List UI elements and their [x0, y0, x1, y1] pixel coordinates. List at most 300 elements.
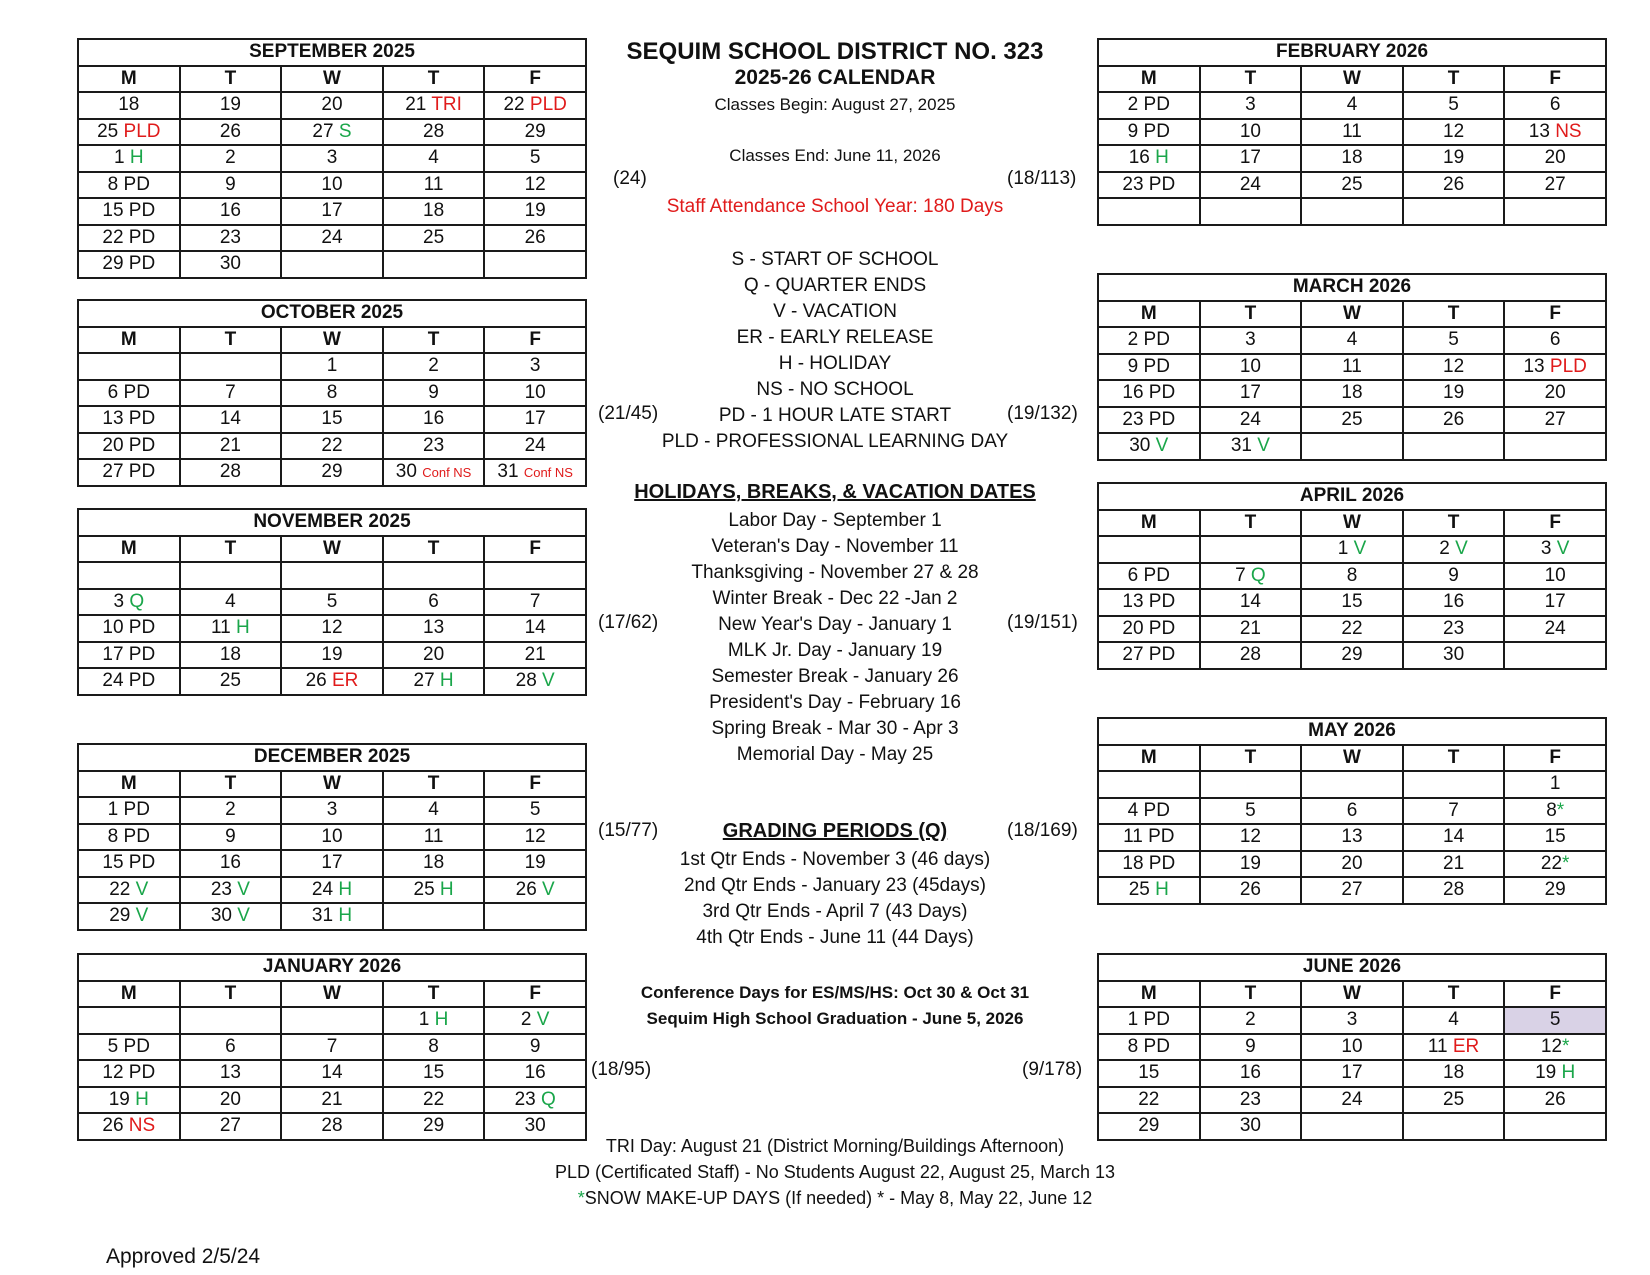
staff-attendance: Staff Attendance School Year: 180 Days	[666, 196, 1004, 217]
weekday-header: T	[1403, 66, 1505, 93]
day-number: 1	[326, 355, 338, 377]
day-number: 18	[1341, 382, 1363, 404]
day-number: 6	[1549, 94, 1561, 116]
day-number: 27	[1544, 173, 1566, 195]
day-cell	[180, 877, 282, 904]
day-cell	[484, 433, 586, 460]
day-number: 27	[219, 1115, 241, 1137]
day-cell	[180, 903, 282, 930]
day-marker: H	[135, 1088, 149, 1110]
day-cell	[1200, 327, 1302, 354]
weekday-header: F	[1504, 510, 1606, 537]
day-cell	[1301, 145, 1403, 172]
day-cell	[78, 615, 180, 642]
day-number: 26	[1443, 173, 1465, 195]
day-number: 29	[423, 1115, 445, 1137]
pld-note: PLD (Certificated Staff) - No Students August 22, August 25, March 13	[555, 1162, 1115, 1182]
day-number: 10	[1544, 564, 1566, 586]
day-cell	[1403, 1060, 1505, 1087]
count-january: (18/95)	[591, 1059, 652, 1080]
day-cell	[281, 406, 383, 433]
day-cell	[1301, 798, 1403, 825]
day-cell	[1504, 877, 1606, 904]
day-number: 18	[118, 94, 140, 116]
day-number: 29 PD	[102, 253, 156, 275]
count-may: (18/169)	[1007, 820, 1078, 841]
day-marker: V	[1257, 435, 1270, 457]
day-cell	[281, 1034, 383, 1061]
day-number: 10	[1341, 1035, 1363, 1057]
week-row	[1098, 119, 1606, 146]
week-row	[1098, 877, 1606, 904]
day-number: 22	[503, 94, 525, 116]
day-cell	[1504, 92, 1606, 119]
week-row	[78, 353, 586, 380]
day-cell	[281, 1087, 383, 1114]
day-cell	[78, 668, 180, 695]
day-cell	[78, 877, 180, 904]
day-number: 7	[529, 590, 541, 612]
day-number: 29	[109, 905, 131, 927]
day-number: 21	[405, 94, 427, 116]
day-cell	[78, 225, 180, 252]
weekday-header: F	[484, 536, 586, 563]
day-cell	[1403, 616, 1505, 643]
weekday-header: M	[1098, 301, 1200, 328]
day-cell	[1504, 327, 1606, 354]
day-number: 6 PD	[1127, 564, 1170, 586]
day-number: 23 PD	[1122, 173, 1176, 195]
day-number: 5	[326, 590, 338, 612]
week-row	[78, 92, 586, 119]
day-cell	[1301, 92, 1403, 119]
day-number: 5	[1245, 799, 1256, 821]
day-number: 8	[1546, 799, 1557, 821]
day-cell	[383, 406, 485, 433]
day-cell	[1504, 563, 1606, 590]
day-number: 4	[225, 590, 236, 612]
day-number: 19	[108, 1088, 130, 1110]
day-cell	[484, 459, 586, 486]
month-title: MAY 2026	[1098, 718, 1606, 745]
day-cell	[1200, 771, 1302, 798]
day-number: 16 PD	[1122, 382, 1176, 404]
day-number: 25	[1128, 879, 1150, 901]
month-title: JANUARY 2026	[78, 954, 586, 981]
weekday-header: T	[383, 66, 485, 93]
day-number: 16	[1239, 1062, 1261, 1084]
day-number: 31	[1230, 435, 1252, 457]
day-cell	[281, 119, 383, 146]
day-number: 20	[1341, 852, 1363, 874]
day-cell	[1200, 198, 1302, 225]
day-cell	[1301, 172, 1403, 199]
day-number: 11	[1427, 1035, 1448, 1057]
month-february-2026	[1097, 38, 1607, 226]
day-number: 30	[524, 1115, 546, 1137]
day-number: 13 PD	[1122, 591, 1176, 613]
holiday-item: New Year's Day - January 1	[718, 614, 952, 635]
day-number: 27	[1341, 879, 1363, 901]
weekday-header: W	[1301, 510, 1403, 537]
day-cell	[180, 225, 282, 252]
legend-item: NS - NO SCHOOL	[756, 379, 914, 400]
month-june-2026	[1097, 953, 1607, 1141]
legend-item: V - VACATION	[773, 301, 897, 322]
day-cell	[1504, 119, 1606, 146]
day-number: 21	[1443, 852, 1465, 874]
snow-days-note	[480, 1188, 1190, 1209]
day-number: 18 PD	[1122, 852, 1176, 874]
day-marker: Q	[541, 1088, 556, 1110]
day-number: 4	[428, 147, 439, 169]
day-cell	[1200, 824, 1302, 851]
legend-item: Q - QUARTER ENDS	[743, 275, 927, 296]
day-cell	[281, 251, 383, 278]
day-number: 10 PD	[102, 617, 156, 639]
day-number: 18	[1443, 1062, 1465, 1084]
day-cell	[1200, 1034, 1302, 1061]
week-row	[78, 668, 586, 695]
legend-item: S - START OF SCHOOL	[731, 249, 939, 270]
day-cell	[1098, 824, 1200, 851]
day-number: 15	[1138, 1062, 1160, 1084]
day-number: 1	[114, 147, 125, 169]
day-cell	[1301, 1007, 1403, 1034]
day-number: 25	[423, 226, 445, 248]
day-cell	[1098, 589, 1200, 616]
day-number: 23	[423, 434, 445, 456]
weekday-header: W	[281, 536, 383, 563]
day-marker: H	[129, 147, 144, 169]
day-number: 3	[326, 799, 338, 821]
grading-item: 4th Qtr Ends - June 11 (44 Days)	[696, 927, 974, 948]
legend-item: H - HOLIDAY	[778, 353, 892, 374]
day-cell	[383, 1007, 485, 1034]
month-march-2026	[1097, 273, 1607, 461]
day-cell	[281, 459, 383, 486]
day-number: 15	[423, 1062, 445, 1084]
day-number: 30	[210, 905, 232, 927]
day-number: 13	[1523, 355, 1545, 377]
day-number: 23	[514, 1088, 536, 1110]
day-cell	[1098, 1060, 1200, 1087]
day-number: 10	[321, 173, 343, 195]
day-cell	[78, 824, 180, 851]
day-number: 15	[1341, 591, 1363, 613]
day-number: 2	[1245, 1009, 1256, 1031]
day-cell	[383, 1034, 485, 1061]
day-number: 19	[1535, 1062, 1557, 1084]
week-row	[1098, 327, 1606, 354]
day-cell	[78, 145, 180, 172]
day-marker: H	[439, 670, 454, 692]
day-number: 6	[1549, 329, 1561, 351]
day-cell	[1098, 354, 1200, 381]
day-cell	[281, 589, 383, 616]
day-number: 4	[428, 799, 439, 821]
day-number: 12 PD	[102, 1062, 156, 1084]
day-marker: *	[1562, 852, 1570, 874]
weekday-header: T	[1200, 301, 1302, 328]
day-number: 7	[225, 381, 236, 403]
count-november: (17/62)	[598, 612, 659, 633]
month-title: MARCH 2026	[1098, 274, 1606, 301]
approved-date: Approved 2/5/24	[106, 1245, 261, 1268]
day-cell	[383, 380, 485, 407]
day-cell	[383, 251, 485, 278]
week-row	[1098, 354, 1606, 381]
weekday-header: T	[1200, 510, 1302, 537]
day-cell	[1403, 1113, 1505, 1140]
day-cell	[1098, 851, 1200, 878]
day-cell	[180, 1113, 282, 1140]
month-title: NOVEMBER 2025	[78, 509, 586, 536]
day-number: 22	[1138, 1088, 1160, 1110]
day-cell	[383, 903, 485, 930]
day-cell	[1200, 407, 1302, 434]
day-number: 30	[1443, 644, 1465, 666]
day-number: 8 PD	[107, 173, 150, 195]
day-cell	[1098, 433, 1200, 460]
day-number: 11	[211, 617, 231, 639]
day-cell	[484, 1060, 586, 1087]
day-number: 8	[1346, 564, 1358, 586]
day-number: 10	[524, 381, 546, 403]
day-cell	[1403, 798, 1505, 825]
week-row	[1098, 771, 1606, 798]
day-cell	[484, 145, 586, 172]
week-row	[1098, 1034, 1606, 1061]
week-row	[1098, 642, 1606, 669]
day-cell	[281, 877, 383, 904]
day-number: 16	[524, 1062, 546, 1084]
day-marker: H	[1155, 147, 1169, 169]
day-number: 1 PD	[1127, 1009, 1170, 1031]
week-row	[78, 797, 586, 824]
day-number: 20 PD	[102, 434, 156, 456]
day-cell	[78, 459, 180, 486]
weekday-header: M	[1098, 66, 1200, 93]
day-cell	[281, 225, 383, 252]
district-title: SEQUIM SCHOOL DISTRICT NO. 323	[626, 38, 1044, 65]
week-row	[1098, 145, 1606, 172]
day-number: 16	[1128, 147, 1150, 169]
day-cell	[180, 406, 282, 433]
day-cell	[1504, 824, 1606, 851]
day-number: 17	[321, 200, 343, 222]
day-cell	[484, 92, 586, 119]
day-cell	[484, 1034, 586, 1061]
day-cell	[1301, 198, 1403, 225]
calendar-subtitle: 2025-26 CALENDAR	[734, 66, 936, 89]
day-cell	[1098, 536, 1200, 563]
day-number: 2	[520, 1009, 532, 1031]
day-number: 26	[102, 1115, 124, 1137]
legend-item: PD - 1 HOUR LATE START	[718, 405, 952, 426]
day-cell	[281, 797, 383, 824]
day-cell	[1200, 172, 1302, 199]
day-cell	[1301, 1113, 1403, 1140]
day-number: 15	[321, 408, 343, 430]
grading-item: 1st Qtr Ends - November 3 (46 days)	[679, 849, 991, 870]
day-number: 29	[1544, 879, 1566, 901]
day-cell	[78, 642, 180, 669]
week-row	[1098, 589, 1606, 616]
day-cell	[484, 198, 586, 225]
weekday-header: F	[484, 327, 586, 354]
day-marker: H	[434, 1009, 449, 1031]
day-cell	[383, 172, 485, 199]
weekday-header: T	[383, 536, 485, 563]
day-cell	[1301, 589, 1403, 616]
day-cell	[1504, 407, 1606, 434]
day-cell	[78, 380, 180, 407]
month-title: JUNE 2026	[1098, 954, 1606, 981]
day-number: 6	[1346, 799, 1358, 821]
count-december: (15/77)	[598, 820, 659, 841]
day-cell	[1504, 172, 1606, 199]
day-marker: Q	[1250, 564, 1266, 586]
day-cell	[281, 615, 383, 642]
day-number: 24 PD	[102, 670, 156, 692]
day-number: 2 PD	[1127, 94, 1170, 116]
day-cell	[78, 172, 180, 199]
day-number: 8	[326, 381, 338, 403]
day-number: 8	[428, 1035, 439, 1057]
holidays-list	[600, 508, 1070, 768]
day-cell	[1301, 380, 1403, 407]
day-number: 14	[1443, 826, 1465, 848]
day-cell	[281, 172, 383, 199]
day-cell	[1301, 877, 1403, 904]
day-number: 25	[219, 670, 241, 692]
day-marker: V	[542, 878, 555, 900]
holiday-item: Thanksgiving - November 27 & 28	[691, 562, 979, 583]
weekday-header: T	[1403, 510, 1505, 537]
day-cell	[180, 615, 282, 642]
day-number: 6	[225, 1035, 236, 1057]
day-cell	[1403, 1007, 1505, 1034]
day-number: 22	[321, 434, 343, 456]
day-cell	[1200, 798, 1302, 825]
day-number: 4	[1346, 329, 1358, 351]
day-number: 23	[219, 226, 241, 248]
day-number: 17	[524, 408, 546, 430]
day-number: 24	[1239, 173, 1261, 195]
weekday-header: T	[1403, 745, 1505, 772]
day-marker: V	[135, 905, 149, 927]
day-cell	[383, 562, 485, 589]
day-number: 28	[423, 120, 445, 142]
day-cell	[1403, 589, 1505, 616]
day-number: 20 PD	[1122, 617, 1176, 639]
day-number: 7	[326, 1035, 338, 1057]
day-cell	[1301, 616, 1403, 643]
week-row	[1098, 851, 1606, 878]
day-cell	[383, 642, 485, 669]
day-cell	[180, 1007, 282, 1034]
day-cell	[1504, 798, 1606, 825]
weekday-header: T	[383, 981, 485, 1008]
week-row	[78, 1060, 586, 1087]
day-cell	[281, 198, 383, 225]
day-cell	[1200, 145, 1302, 172]
day-cell	[383, 459, 485, 486]
day-cell	[281, 1007, 383, 1034]
day-cell	[484, 615, 586, 642]
weekday-header: F	[1504, 301, 1606, 328]
count-april: (19/151)	[1007, 612, 1078, 633]
day-cell	[1301, 642, 1403, 669]
month-title: DECEMBER 2025	[78, 744, 586, 771]
day-cell	[484, 903, 586, 930]
weekday-header: F	[484, 771, 586, 798]
day-number: 14	[321, 1062, 343, 1084]
day-number: 25	[97, 120, 119, 142]
day-cell	[383, 850, 485, 877]
week-row	[1098, 198, 1606, 225]
day-number: 17	[1239, 147, 1261, 169]
day-number: 5	[529, 147, 541, 169]
day-number: 22	[1341, 617, 1363, 639]
day-number: 12	[1443, 355, 1465, 377]
day-number: 28	[321, 1115, 343, 1137]
day-cell	[1504, 380, 1606, 407]
day-cell	[383, 119, 485, 146]
weekday-header: T	[1200, 745, 1302, 772]
day-number: 2	[225, 147, 236, 169]
grading-heading: GRADING PERIODS (Q)	[722, 820, 948, 842]
day-cell	[281, 353, 383, 380]
day-number: 26	[305, 670, 327, 692]
day-number: 24	[1544, 617, 1566, 639]
day-marker: V	[542, 670, 555, 692]
day-cell	[1098, 145, 1200, 172]
day-cell	[180, 251, 282, 278]
day-number: 20	[423, 643, 445, 665]
day-cell	[1504, 1034, 1606, 1061]
day-cell	[78, 353, 180, 380]
day-cell	[383, 877, 485, 904]
day-marker: Q	[129, 590, 145, 612]
day-marker: PLD	[529, 94, 567, 116]
grading-item: 2nd Qtr Ends - January 23 (45days)	[683, 875, 987, 896]
day-marker: H	[236, 617, 250, 639]
day-cell	[1200, 1007, 1302, 1034]
day-number: 25	[413, 878, 435, 900]
day-cell	[484, 353, 586, 380]
day-cell	[1403, 433, 1505, 460]
day-number: 20	[219, 1088, 241, 1110]
day-cell	[484, 824, 586, 851]
day-cell	[1200, 851, 1302, 878]
week-row	[78, 850, 586, 877]
holiday-item: Labor Day - September 1	[728, 510, 942, 531]
weekday-header: T	[180, 771, 282, 798]
week-row	[1098, 616, 1606, 643]
day-number: 2	[428, 355, 439, 377]
day-marker: H	[338, 878, 353, 900]
day-number: 26	[1443, 408, 1465, 430]
day-number: 27 PD	[1122, 644, 1176, 666]
day-number: 6 PD	[107, 381, 150, 403]
day-number: 4 PD	[1127, 799, 1170, 821]
day-cell	[1301, 1034, 1403, 1061]
day-cell	[1200, 354, 1302, 381]
weekday-header: M	[78, 327, 180, 354]
week-row	[1098, 1060, 1606, 1087]
